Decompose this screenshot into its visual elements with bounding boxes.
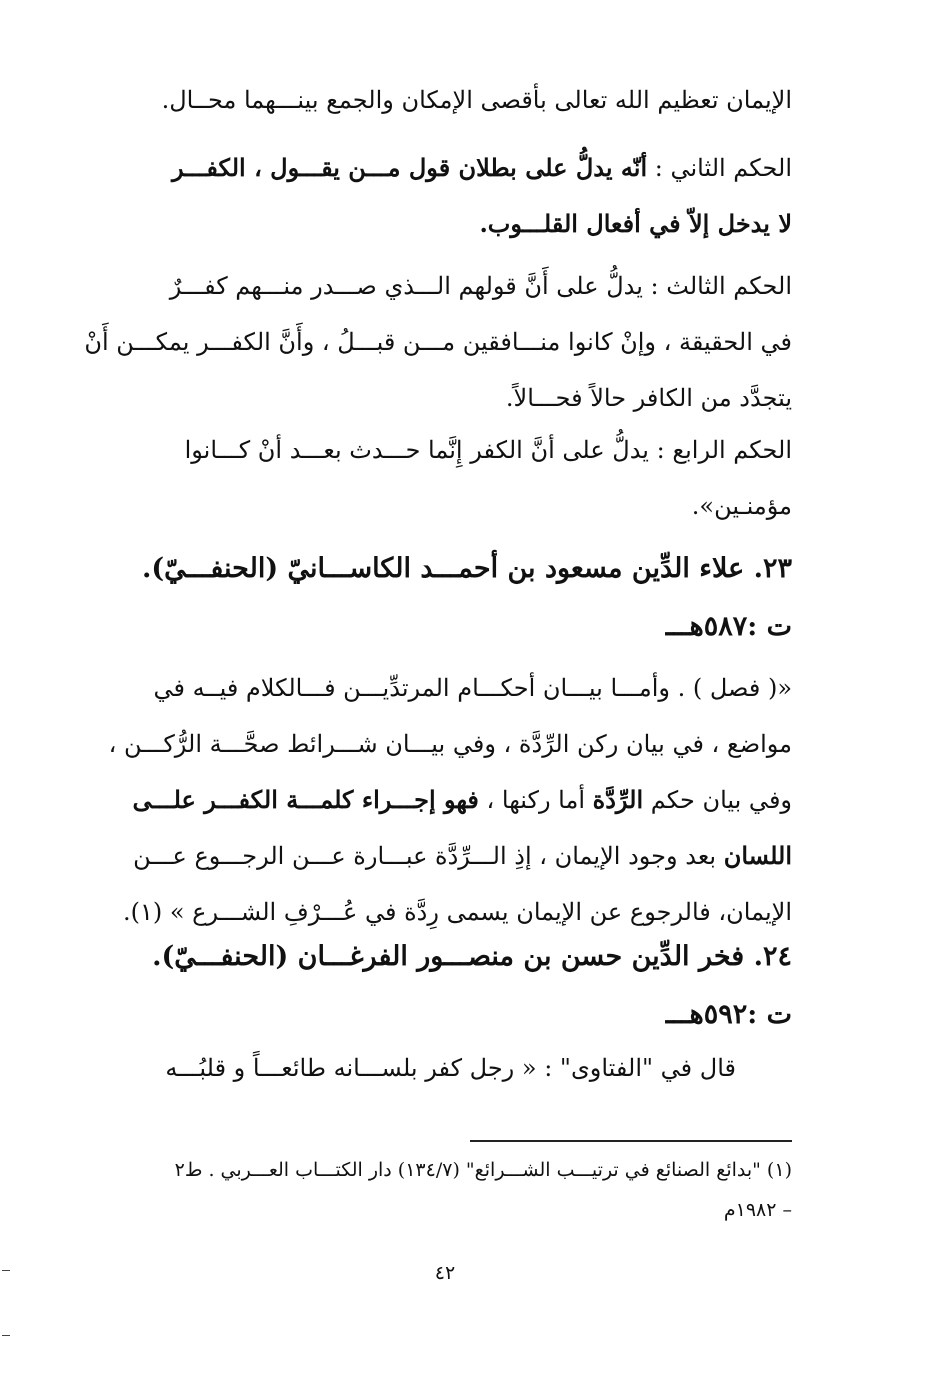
- text-line: الحكم الرابع : يدلُّ على أنَّ الكفر إِنَّما حـــدث بعـــد أنْ كـــانوا: [184, 436, 792, 464]
- text-line: يتجدَّد من الكافر حالاً فحـــالاً.: [505, 384, 792, 412]
- text-line: الإيمان تعظيم الله تعالى بأقصى الإمكان والجمع بينـــهما محــال.: [161, 86, 792, 114]
- footnote-divider: [470, 1140, 792, 1142]
- text-line: لا يدخل إلاّ في أفعال القلـــوب.: [479, 209, 792, 238]
- text-line: مؤمنـين».: [691, 492, 792, 520]
- text-line: في الحقيقة ، وإنْ كانوا منـــافقين مـــن قبـــلُ ، وأَنَّ الكفـــر يمكـــن أَنْ: [84, 328, 792, 356]
- text-segment: بعد وجود الإيمان ، إذِ الـــرِّدَّة عبـــارة عـــن الرجـــوع عـــن: [133, 842, 724, 870]
- paragraph-2: [78, 140, 792, 252]
- heading-date: ت :٥٩٢هـــ: [665, 999, 792, 1030]
- page-number: ٤٢: [434, 1262, 456, 1284]
- text-line: [78, 828, 792, 884]
- scan-margin-mark: [2, 1270, 10, 1271]
- paragraph-3: [78, 258, 792, 426]
- footnote-line: (١) "بدائع الصنائع في ترتيـــب الشـــرائع" (١٣٤/٧) دار الكتـــاب العـــربي . ط٢: [174, 1159, 792, 1181]
- text-line: قال في "الفتاوى" : « رجل كفر بلســـانه طائعـــاً و قلبُـــه: [165, 1054, 736, 1082]
- heading-date: ت :٥٨٧هـــ: [665, 611, 792, 642]
- paragraph-4: [78, 422, 792, 534]
- heading-title: ٢٣. علاء الدِّين مسعود بن أحمـــد الكاســـانيّ (الحنفـــيّ).: [141, 553, 792, 584]
- section-heading-23: [78, 540, 792, 656]
- heading-title: ٢٤. فخر الدِّين حسن بن منصـــور الفرغـــان (الحنفـــيّ).: [152, 941, 792, 972]
- paragraph-5: [78, 660, 792, 940]
- paragraph-1: [78, 72, 792, 128]
- text-line: [78, 772, 792, 828]
- text-segment: أما ركنها ،: [478, 786, 593, 814]
- text-line: [78, 140, 792, 196]
- text-line: الإيمان، فالرجوع عن الإيمان يسمى رِدَّة في عُـــرْفِ الشـــرع » (١).: [122, 898, 792, 926]
- bold-text: فهو إجـــراء كلمـــة الكفـــر علـــى: [132, 785, 479, 814]
- paragraph-6: [78, 1040, 792, 1096]
- text-line: مواضع ، في بيان ركن الرِّدَّة ، وفي بيـــان شـــرائط صحَّـــة الرُّكـــن ،: [108, 730, 792, 758]
- text-segment: وفي بيان حكم: [643, 786, 792, 814]
- text-line: الحكم الثالث : يدلُّ على أَنَّ قولهم الـــذي صـــدر منـــهم كفـــرٌ: [169, 272, 792, 300]
- bold-text: الرِّدَّة: [592, 785, 644, 814]
- section-heading-24: [78, 928, 792, 1044]
- footnote-line: – ١٩٨٢م: [723, 1199, 792, 1221]
- ruling-label: الحكم الثاني :: [647, 154, 792, 182]
- text-line: «( فصل ) . وأمـــا بيـــان أحكـــام المرتدِّيـــن فـــالكلام فيــه في: [153, 674, 792, 702]
- scan-margin-mark: [2, 1335, 10, 1336]
- bold-text: اللسان: [723, 841, 792, 870]
- footnote: [78, 1150, 792, 1230]
- bold-text: أنّه يدلُّ على بطلان قول مـــن يقـــول ، الكفـــر: [172, 153, 648, 182]
